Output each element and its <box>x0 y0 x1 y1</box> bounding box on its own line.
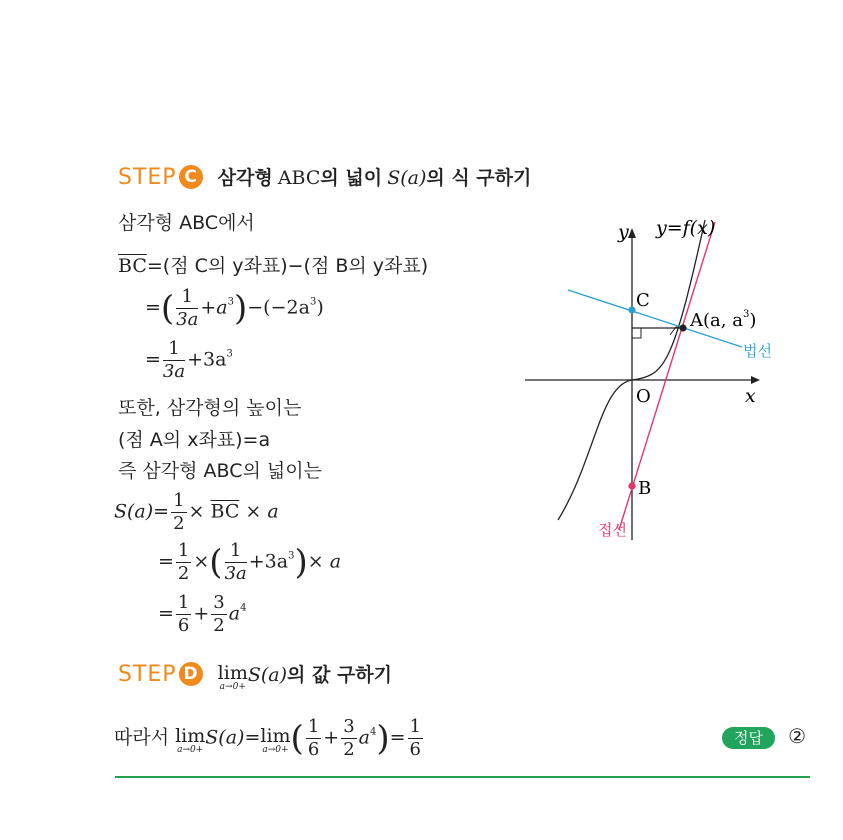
line-2-rest: =(점 C의 y좌표)−(점 B의 y좌표) <box>146 255 429 277</box>
line-3: =( $\frac{1}{3a}$ $+a^3)-(-2a^3)$ <box>145 286 324 330</box>
segment-bc: $\overline{BC}$ <box>210 500 240 523</box>
term-3a3: +3a <box>248 550 289 573</box>
s-of-a: S(a)= <box>205 726 261 749</box>
line-5: 또한, 삼각형의 높이는 <box>118 397 302 419</box>
normal-label: 법선 <box>743 342 772 360</box>
plus: + <box>193 602 210 625</box>
lim-sub: a→0+ <box>177 744 204 755</box>
step-c-title-pre: 삼각형 <box>217 167 273 189</box>
eq-sign: = <box>158 550 174 573</box>
line-1: 삼각형 ABC에서 <box>118 212 255 234</box>
times-a: × a <box>245 500 279 523</box>
step-c-title-fn: S(a) <box>387 167 427 189</box>
frac-den: 2 <box>173 513 185 534</box>
times: × <box>188 500 205 523</box>
frac-num: 1 <box>163 338 185 361</box>
var-a: a <box>358 726 370 749</box>
point-b-label: B <box>638 478 652 499</box>
point-c <box>628 306 635 313</box>
term-3a3: +3a <box>187 348 227 371</box>
answer-box <box>722 724 806 748</box>
frac-num: 1 <box>177 540 190 561</box>
limit-expr <box>175 724 206 757</box>
limit-expr <box>217 662 248 694</box>
step-c-title-abc: ABC <box>277 167 321 189</box>
fraction-3-over-2 <box>211 592 226 637</box>
line-8 <box>114 490 279 535</box>
segment-bc: $\overline{BC}$ <box>118 255 147 277</box>
step-c-title-mid: 의 넓이 <box>320 167 383 189</box>
answer-badge: 정답 <box>722 727 775 749</box>
s-of-a: S(a)= <box>114 500 170 523</box>
step-c-title-post: 의 식 구하기 <box>426 167 532 189</box>
frac-den: 3a <box>224 563 247 584</box>
step-c-label: STEP <box>118 165 177 190</box>
eq-sign: = <box>158 602 174 625</box>
exp-3: 3 <box>288 550 295 562</box>
point-a-exp: 3 <box>742 309 750 320</box>
frac-num: 3 <box>343 716 355 737</box>
exp-4: 4 <box>369 726 377 738</box>
eq-sign: = <box>389 726 406 749</box>
frac-den: 2 <box>177 563 190 584</box>
fraction-3-over-2 <box>341 716 356 761</box>
point-a-label <box>689 309 756 331</box>
frac-num: 1 <box>177 592 190 613</box>
x-axis-arrow-icon <box>751 376 760 384</box>
frac-den: 3a <box>162 361 186 382</box>
times-a: × a <box>307 550 342 573</box>
cubic-graph <box>520 210 820 550</box>
step-d-title-fn: S(a) <box>247 664 288 686</box>
line-2 <box>118 251 428 278</box>
frac-den: 6 <box>409 739 421 760</box>
frac-num: 1 <box>307 716 320 737</box>
frac-den: 2 <box>213 615 225 636</box>
close-paren: ) <box>316 296 324 319</box>
plus: + <box>323 726 340 749</box>
fraction-1-over-3a <box>163 338 185 383</box>
step-d-header <box>118 660 392 694</box>
frac-num: 3 <box>213 592 225 613</box>
fraction-1-over-6 <box>408 716 423 761</box>
lim-sub: a→0+ <box>219 682 246 692</box>
line-4 <box>145 338 233 383</box>
fraction-1-over-2 <box>171 490 186 535</box>
y-axis-arrow-icon <box>628 228 636 238</box>
line-10 <box>158 592 246 637</box>
curve-label: y=f(x) <box>656 217 716 239</box>
point-a-text: A(a, a <box>690 310 743 331</box>
step-d-label: STEP <box>118 662 177 687</box>
fraction-1-over-3a <box>176 286 198 331</box>
frac-num: 1 <box>409 716 421 737</box>
step-c-badge: C <box>179 165 203 189</box>
times: × <box>193 550 210 573</box>
step-d-badge: D <box>179 662 203 686</box>
point-a-close: ) <box>749 310 757 331</box>
term-a3: +a <box>200 296 228 319</box>
exp-3: 3 <box>227 296 234 308</box>
bottom-rule <box>115 776 810 778</box>
final-prefix: 따라서 <box>114 726 170 749</box>
frac-den: 3a <box>176 309 199 330</box>
final-line: 따라서 lim a→0+ S(a)= lim a→0+ ( $\frac{1}{6}$ + $\frac{3}{2}$ $a^4)=$ $\frac{1}{6}$ <box>114 716 421 760</box>
step-d-title-post: 의 값 구하기 <box>287 664 393 686</box>
eq-sign: = <box>145 348 161 371</box>
frac-den: 6 <box>307 739 320 760</box>
lim-sub: a→0+ <box>262 744 289 755</box>
point-b <box>628 482 635 489</box>
fraction-1-over-6 <box>176 592 191 637</box>
fraction-1-over-3a <box>225 540 247 585</box>
frac-num: 1 <box>173 490 185 511</box>
lim-word: lim <box>175 724 206 747</box>
origin-label: O <box>636 386 651 407</box>
exp-4: 4 <box>240 602 247 614</box>
line-6: (점 A의 x좌표)=a <box>118 429 271 451</box>
exp-3b: 3 <box>309 296 317 308</box>
line-9: = $\frac{1}{2}$ ×( $\frac{1}{3a}$ $+3a^3)\times a$ <box>158 540 342 584</box>
frac-den: 2 <box>343 739 355 760</box>
var-a: a <box>228 602 241 625</box>
line-7: 즉 삼각형 ABC의 넓이는 <box>118 460 322 482</box>
lim-word: lim <box>217 662 248 684</box>
step-c-header <box>118 163 531 190</box>
lim-word: lim <box>260 724 291 747</box>
frac-num: 1 <box>225 540 247 563</box>
answer-value: ② <box>788 724 807 748</box>
fraction-1-over-2 <box>176 540 191 585</box>
exp-3: 3 <box>226 348 233 360</box>
limit-expr-2 <box>260 724 291 757</box>
right-angle-marker <box>632 328 641 338</box>
frac-num: 1 <box>176 286 198 309</box>
fraction-1-over-6 <box>306 716 321 761</box>
y-axis-label: y <box>618 221 629 243</box>
x-axis-label: x <box>745 385 756 407</box>
point-a <box>679 324 686 331</box>
point-c-label: C <box>636 290 650 311</box>
eq-sign: = <box>145 296 161 319</box>
tangent-label: 접선 <box>598 521 627 539</box>
frac-den: 6 <box>177 615 190 636</box>
term-minus-2a3: −(−2a <box>247 296 310 319</box>
